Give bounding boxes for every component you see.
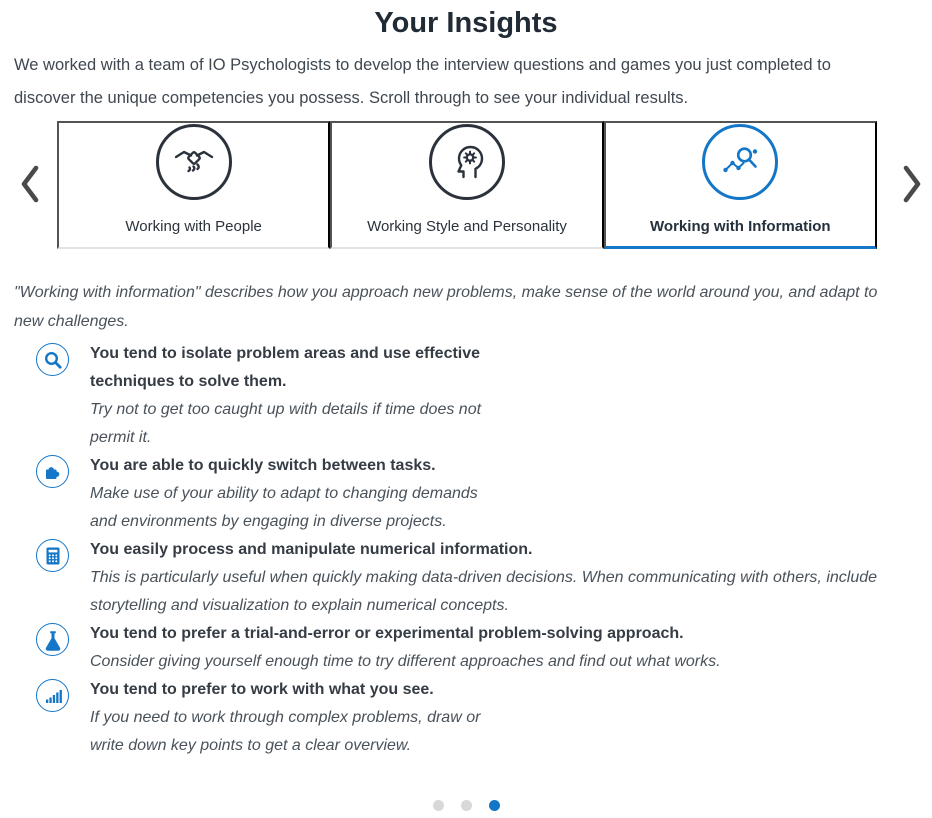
- panel-description: "Working with information" describes how you approach new problems, make sense of the world around you, and adapt to new challenges.: [14, 284, 878, 330]
- list-item: [0, 452, 932, 536]
- head-gear-icon: [429, 124, 505, 200]
- insight-headline: You are able to quickly switch between tasks.: [90, 457, 436, 474]
- tab-working-with-people[interactable]: [57, 121, 330, 249]
- carousel-tabs: [57, 121, 877, 249]
- insight-advice: Make use of your ability to adapt to changing demands and environments by engaging in diverse projects.: [90, 485, 478, 530]
- chevron-left-icon: [18, 164, 44, 204]
- tab-working-style-personality[interactable]: [330, 121, 603, 249]
- insight-advice: Consider giving yourself enough time to try different approaches and find out what works.: [90, 653, 721, 670]
- list-item: [0, 536, 932, 620]
- tab-label: Working Style and Personality: [367, 218, 567, 235]
- insight-advice: Try not to get too caught up with details if time does not permit it.: [90, 401, 482, 446]
- insight-advice: This is particularly useful when quickly making data-driven decisions. When communicating with others, include storytelling and visualization to explain numerical concepts.: [90, 569, 878, 614]
- tab-working-with-information[interactable]: [604, 121, 877, 249]
- carousel-prev-button[interactable]: [18, 164, 44, 204]
- bar-chart-icon: [36, 679, 69, 712]
- tab-label: Working with Information: [650, 218, 831, 235]
- magnifier-chart-icon: [702, 124, 778, 200]
- list-item: [0, 620, 932, 676]
- page-title: Your Insights: [374, 7, 558, 39]
- chevron-right-icon: [900, 164, 926, 204]
- insight-headline: You easily process and manipulate numerical information.: [90, 541, 533, 558]
- tab-label: Working with People: [125, 218, 262, 235]
- carousel-dots: [0, 800, 932, 811]
- flask-icon: [36, 623, 69, 656]
- carousel-dot-1[interactable]: [433, 800, 444, 811]
- insight-headline: You tend to isolate problem areas and use effective techniques to solve them.: [90, 345, 481, 390]
- insights-carousel: [0, 121, 932, 249]
- insight-headline: You tend to prefer to work with what you see.: [90, 681, 434, 698]
- calculator-icon: [36, 539, 69, 572]
- puzzle-icon: [36, 455, 69, 488]
- list-item: [0, 340, 932, 452]
- carousel-dot-3[interactable]: [489, 800, 500, 811]
- insight-advice: If you need to work through complex problems, draw or write down key points to get a clear overview.: [90, 709, 481, 754]
- insight-headline: You tend to prefer a trial-and-error or experimental problem-solving approach.: [90, 625, 684, 642]
- intro-text: We worked with a team of IO Psychologists to develop the interview questions and games you just completed to discover the unique competencies you possess. Scroll through to see your individual results.: [14, 56, 831, 107]
- carousel-next-button[interactable]: [900, 164, 926, 204]
- search-icon: [36, 343, 69, 376]
- carousel-dot-2[interactable]: [461, 800, 472, 811]
- insights-list: [0, 340, 932, 760]
- list-item: [0, 676, 932, 760]
- handshake-icon: [156, 124, 232, 200]
